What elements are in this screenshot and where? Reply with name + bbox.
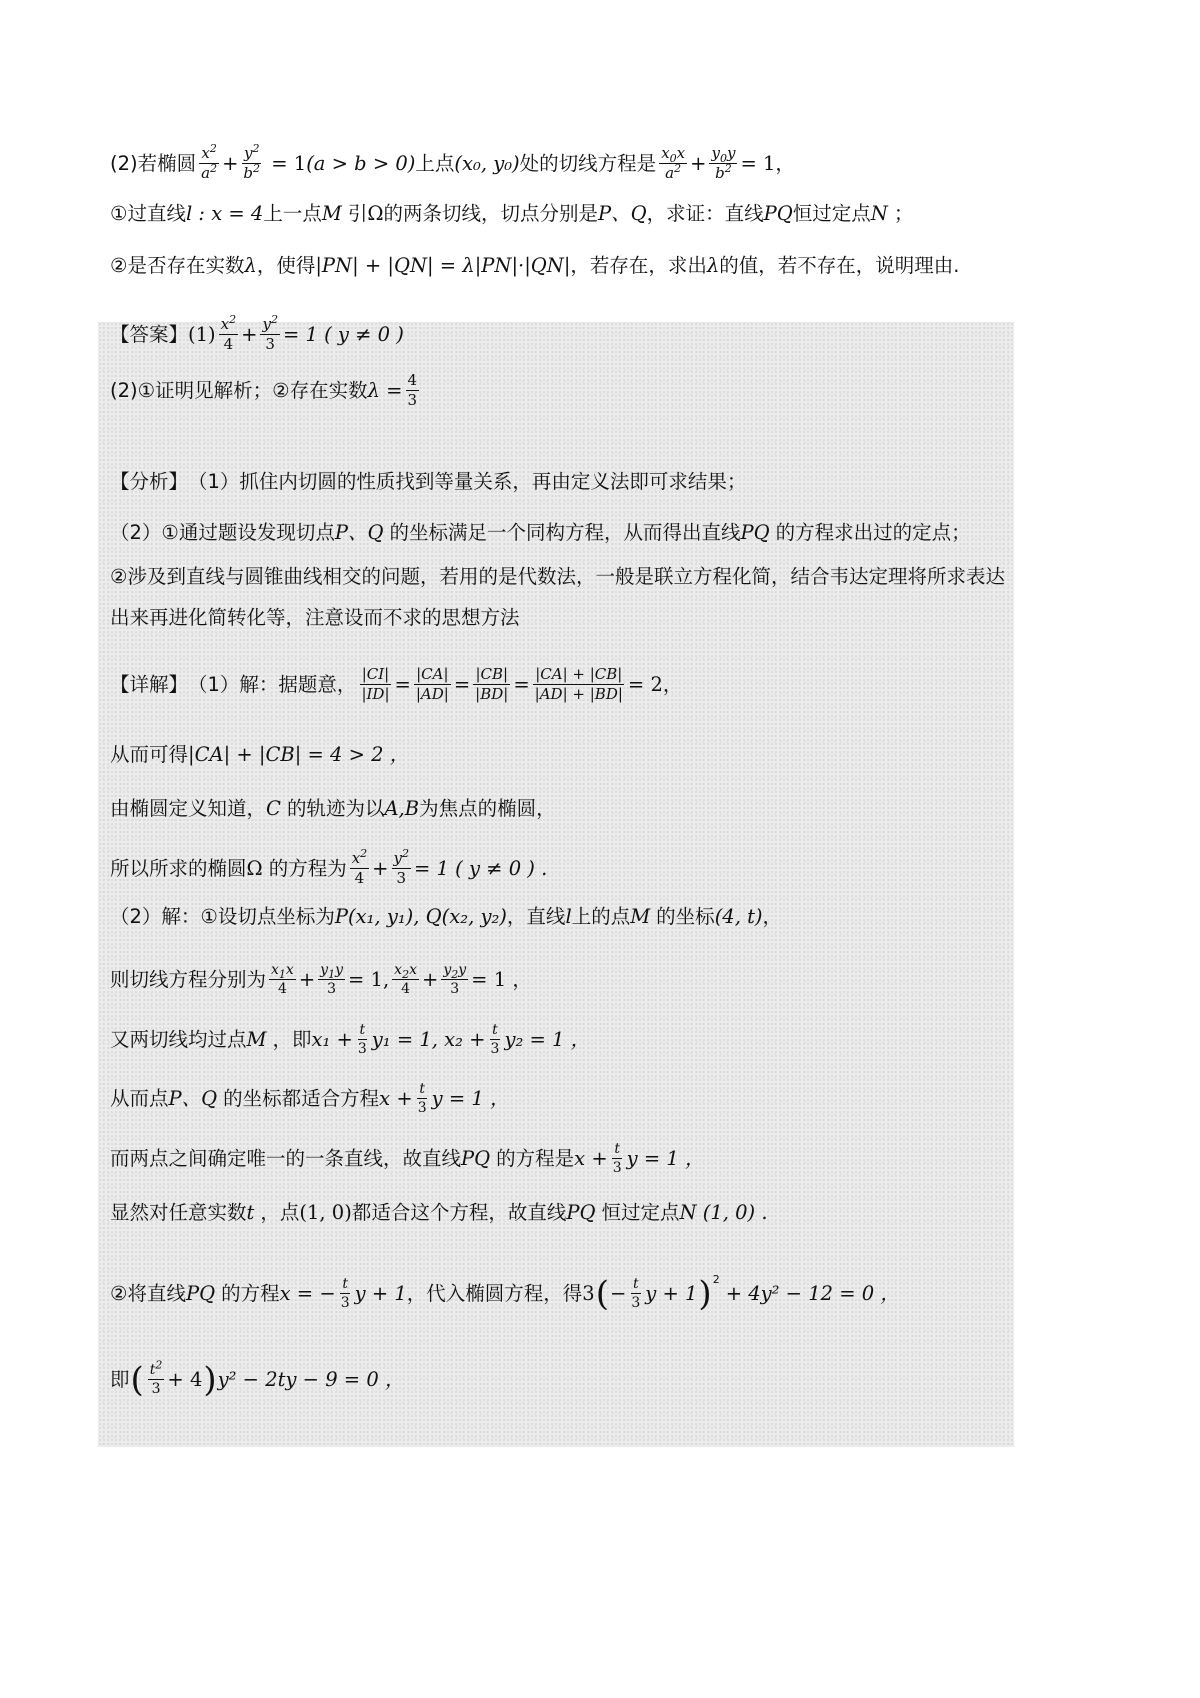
answer-part1: (1) — [188, 322, 216, 346]
detail-eq2: = 2， — [627, 672, 683, 696]
detail-l6mid: = 1, — [348, 967, 390, 991]
answer-cond: = 1 ( y ≠ 0 ) — [282, 322, 404, 346]
detail-l9PQ: PQ — [461, 1146, 491, 1170]
detail-label: 【详解】 — [110, 672, 189, 696]
f4d: |AD| + |BD| — [534, 685, 623, 703]
detail-line-11: ②将直线 PQ 的方程 x = − $\frac{t}{3}$ y + 1 ，代入椭圆方程，得 3 ( − $\frac{t}{3}$ y + 1 ) $^2$ + 4y² − 12 = 0 ， — [110, 1272, 900, 1314]
detail-l11x: x = − — [279, 1281, 336, 1305]
detail-l9x: x + — [574, 1146, 608, 1170]
analysis-label: 【分析】 — [110, 470, 189, 493]
frac-4-3 — [406, 372, 420, 409]
detail-l5a: （2）解：①设切点坐标为 — [110, 905, 335, 928]
detail-l10PQ: PQ — [566, 1201, 596, 1224]
q2a-text6: 恒过定点 — [792, 202, 871, 225]
detail-l4a: 所以所求的椭圆 — [110, 856, 247, 880]
detail-l9a: 而两点之间确定唯一的一条直线，故直线 — [110, 1146, 462, 1170]
detail-line-2 — [110, 741, 409, 769]
detail-l12a: 即 — [110, 1367, 130, 1391]
q2b-text3: ，若存在，求出 — [570, 254, 707, 277]
detail-l6end: = 1 ， — [471, 967, 532, 991]
detail-l7y1: y₁ = 1, x₂ + — [371, 1027, 486, 1051]
frac-t2-3: $\frac{t^2}{3}$ — [149, 1358, 163, 1397]
analysis-l2b: 的坐标满足一个同构方程，从而得出直线 — [389, 521, 741, 544]
detail-l5e: ， — [762, 905, 783, 928]
answer-label: 【答案】 — [110, 322, 189, 346]
answer-part2: (2)①证明见解析；②存在实数 — [110, 378, 368, 402]
frac-t3-d: $\frac{t}{3}$ — [612, 1141, 622, 1176]
q2-mid: 上点 — [415, 151, 455, 175]
detail-l3AB: A,B — [384, 797, 420, 820]
analysis-l2a: （2）①通过题设发现切点 — [110, 521, 335, 544]
detail-l5d: 的坐标 — [656, 905, 715, 928]
frac-y2y-3: $\frac{y_2y}{3}$ — [443, 962, 467, 997]
q2b-expr: |PN| + |QN| = λ|PN|·|QN| — [315, 254, 571, 277]
q2b-text4: 的值，若不存在，说明理由. — [719, 254, 960, 277]
detail-l5coord: (4, t) — [714, 905, 763, 928]
detail-l7y2: y₂ = 1 ， — [504, 1027, 591, 1051]
q2a-PQ2: PQ — [763, 202, 793, 225]
q2a-text4: 的两条切线，切点分别是 — [383, 202, 599, 225]
detail-l7x1: x₁ + — [311, 1027, 353, 1051]
frac-y1y-3: $\frac{y_1y}{3}$ — [320, 962, 344, 997]
frac-t3-e: $\frac{t}{3}$ — [340, 1276, 350, 1311]
q2-cond: (a > b > 0) — [306, 151, 416, 175]
detail-l4b: 的方程为 — [268, 856, 347, 880]
lam-num: 4 — [407, 371, 418, 389]
frac-x2-4: $\frac{x^2}{4}$ — [220, 313, 237, 353]
analysis-line-3 — [110, 563, 1005, 591]
detail-l3b: 的轨迹为以 — [286, 797, 385, 820]
detail-l9b: 的方程是 — [496, 1146, 575, 1170]
q2a-line-l: l : x = 4 — [185, 202, 264, 225]
frac-t3-f: $\frac{t}{3}$ — [631, 1276, 641, 1311]
detail-l3c: 为焦点的椭圆， — [419, 797, 556, 820]
frac-ci-id — [359, 666, 391, 703]
analysis-l3: ②涉及到直线与圆锥曲线相交的问题，若用的是代数法，一般是联立方程化简，结合韦达定理将所求表达 — [110, 565, 1005, 588]
analysis-line-1 — [110, 468, 746, 496]
frac-ca-ad — [414, 666, 451, 703]
answer-line-1: 【答案】 (1) $\frac{x^2}{4}$ + $\frac{y^2}{3}$ = 1 ( y ≠ 0 ) — [110, 313, 404, 353]
f3d: |BD| — [475, 685, 509, 703]
detail-l5b: ，直线 — [506, 905, 566, 928]
frac-y0y-b2: $\frac{y_0y}{b^2}$ — [711, 144, 736, 182]
frac-cb-bd — [473, 666, 510, 703]
detail-line-4: 所以所求的椭圆 Ω 的方程为 $\frac{x^2}{4}$ + $\frac{y^2}{3}$ = 1 ( y ≠ 0 ) . — [110, 847, 548, 887]
detail-line-12: 即 ( $\frac{t^2}{3}$ + 4 ) y² − 2ty − 9 = 0 ， — [110, 1358, 405, 1400]
frac-y2-3-b: $\frac{y^2}{3}$ — [393, 847, 409, 887]
analysis-l1: （1）抓住内切圆的性质找到等量关系，再由定义法即可求结果； — [188, 470, 747, 493]
f2n: |CA| — [416, 665, 449, 683]
detail-l7a: 又两切线均过点 — [110, 1027, 247, 1051]
detail-l10t: t — [246, 1201, 255, 1224]
q2a-text2: 上一点 — [263, 202, 322, 225]
detail-l9y: y = 1 ， — [626, 1146, 705, 1170]
detail-line-8 — [110, 1081, 509, 1116]
detail-l10N: N (1, 0) . — [679, 1201, 768, 1224]
frac-x2x-4: $\frac{x_2x}{4}$ — [394, 962, 417, 997]
analysis-l4: 出来再进化简转化等，注意设而不求的思想方法 — [110, 606, 520, 629]
frac-t3-a: $\frac{t}{3}$ — [357, 1022, 367, 1057]
detail-line-1: 【详解】 （1）解：据题意， $\frac{|CI|}{|ID|}$ = $\frac{|CA|}{|AD|}$ = $\frac{|CB|}{|BD|}$ = $\frac{|CA| + |CB|}{|AD| + |BD|}$ = 2， — [110, 665, 683, 703]
detail-l11three: 3 — [582, 1281, 595, 1305]
detail-l10c: 都适合这个方程，故直线 — [351, 1201, 567, 1224]
detail-l3a: 由椭圆定义知道， — [110, 797, 267, 820]
lam-den: 3 — [407, 391, 418, 409]
frac-x0x-a2: $\frac{x_0x}{a^2}$ — [661, 144, 686, 182]
q2a-text1: ①过直线 — [110, 202, 186, 225]
f1d: |ID| — [361, 685, 390, 703]
detail-l1: （1）解：据题意， — [188, 672, 357, 696]
q2a-N: N — [870, 202, 888, 225]
detail-l6a: 则切线方程分别为 — [110, 967, 267, 991]
q2b-lambda-2: λ — [706, 254, 720, 277]
detail-line-5 — [110, 903, 782, 931]
frac-x2-4-b: $\frac{x^2}{4}$ — [351, 847, 368, 887]
frac-y2-b2: $\frac{y^2}{b^2}$ — [243, 142, 261, 182]
detail-l11minus: − — [609, 1281, 627, 1305]
detail-l4c: = 1 ( y ≠ 0 ) . — [414, 856, 548, 880]
q2b-text2: ，使得 — [256, 254, 316, 277]
f3n: |CB| — [475, 665, 509, 683]
f2d: |AD| — [415, 685, 449, 703]
q2a-omega: Ω — [367, 202, 384, 225]
detail-line-10 — [110, 1199, 768, 1227]
analysis-l2pq: P、Q — [334, 521, 384, 544]
detail-l11b: 的方程 — [221, 1281, 280, 1305]
detail-l10a: 显然对任意实数 — [110, 1201, 247, 1224]
q2b-lambda: λ — [244, 254, 257, 277]
q2-tail: 处的切线方程是 — [519, 151, 657, 175]
analysis-line-2 — [110, 519, 971, 547]
detail-l5M: M — [630, 905, 651, 928]
detail-l2a: 从而可得 — [110, 743, 189, 766]
q2a-text7: ； — [893, 202, 914, 225]
detail-l10b: ，点 — [260, 1201, 300, 1224]
detail-l8y: y = 1 ， — [431, 1086, 510, 1110]
answer-lambda: λ = — [367, 378, 403, 402]
frac-x1x-4: $\frac{x_1x}{4}$ — [271, 962, 294, 997]
answer-line-2 — [110, 372, 422, 409]
frac-sum — [533, 666, 625, 703]
analysis-l2pq2: PQ — [740, 521, 770, 544]
detail-l11a: ②将直线 — [110, 1281, 186, 1305]
detail-l11PQ: PQ — [185, 1281, 216, 1305]
q2b-text1: ②是否存在实数 — [110, 254, 245, 277]
analysis-l2c: 的方程求出过的定点； — [775, 521, 971, 544]
q2a-text3: 引 — [347, 202, 368, 225]
q2-point: (x₀, y₀) — [454, 151, 520, 175]
frac-y2-3: $\frac{y^2}{3}$ — [262, 313, 278, 353]
detail-l11c: ，代入椭圆方程，得 — [406, 1281, 583, 1305]
q2-end: = 1， — [740, 151, 795, 175]
frac-x2-a2: $\frac{x^2}{a^2}$ — [201, 142, 218, 182]
detail-line-7 — [110, 1022, 590, 1057]
frac-t3-b: $\frac{t}{3}$ — [490, 1022, 500, 1057]
analysis-line-4 — [110, 604, 520, 632]
detail-l11y2: y + 1 — [645, 1281, 698, 1305]
detail-l3C: C — [266, 797, 281, 820]
q2a-PQ: P、Q — [598, 202, 647, 225]
f4n: |CA| + |CB| — [535, 665, 623, 683]
frac-t3-c: $\frac{t}{3}$ — [417, 1081, 427, 1116]
detail-l2expr: |CA| + |CB| = 4 > 2 ， — [188, 743, 410, 766]
detail-l8a: 从而点 — [110, 1086, 169, 1110]
detail-line-9 — [110, 1141, 704, 1176]
detail-l7b: ，即 — [272, 1027, 312, 1051]
q2a-text5: ，求证：直线 — [646, 202, 764, 225]
detail-l11y: y + 1 — [354, 1281, 407, 1305]
q2-intro: (2)若椭圆 — [110, 151, 197, 175]
detail-l11rest: + 4y² − 12 = 0 ， — [725, 1281, 900, 1305]
detail-l8x: x + — [379, 1086, 413, 1110]
detail-l5l: l — [565, 905, 572, 928]
detail-l5pts: P(x₁, y₁), Q(x₂, y₂) — [334, 905, 507, 928]
question-2b-line — [110, 252, 960, 280]
detail-l10pt: (1, 0) — [299, 1201, 352, 1224]
detail-l10d: 恒过定点 — [601, 1201, 680, 1224]
detail-line-6: 则切线方程分别为 $\frac{x_1x}{4}$ + $\frac{y_1y}{3}$ = 1, $\frac{x_2x}{4}$ + $\frac{y_2y}{3}$ = 1 ， — [110, 962, 532, 997]
f1n: |CI| — [361, 665, 390, 683]
detail-l7M: M — [246, 1027, 267, 1051]
detail-line-3 — [110, 795, 556, 823]
detail-l12rest: y² − 2ty − 9 = 0 ， — [217, 1367, 405, 1391]
detail-l5c: 上的点 — [571, 905, 631, 928]
detail-l12plus: + 4 — [167, 1367, 203, 1391]
detail-l8PQ: P、Q — [168, 1086, 218, 1110]
question-2-line: (2)若椭圆 $\frac{x^2}{a^2}$ + $\frac{y^2}{b^2}$ = 1 (a > b > 0) 上点 (x₀, y₀) 处的切线方程是 $\frac{x_0x}{a^2}$ + $\frac{y_0y}{b^2}$ = 1， — [110, 142, 795, 182]
detail-l8b: 的坐标都适合方程 — [223, 1086, 380, 1110]
question-2a-line — [110, 200, 913, 228]
q2a-M: M — [321, 202, 342, 225]
